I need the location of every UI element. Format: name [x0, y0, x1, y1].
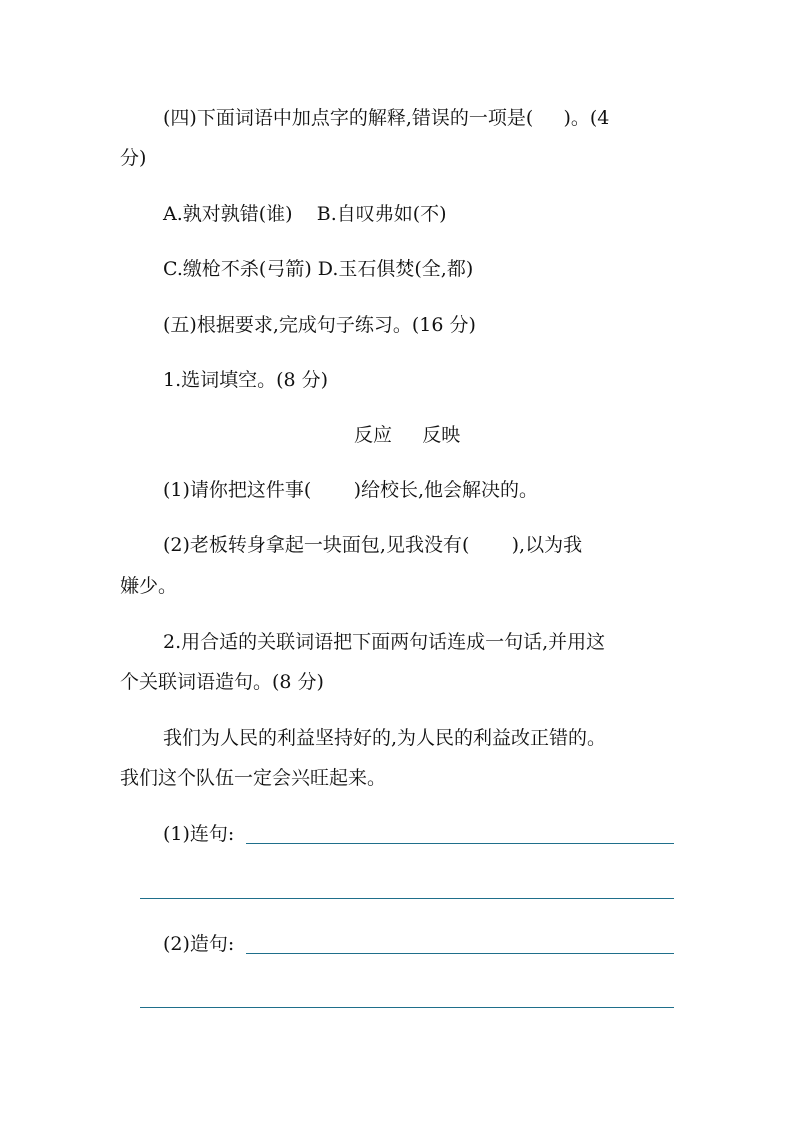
- answer2-label: (2)造句:: [163, 933, 235, 955]
- answer1-line-2[interactable]: [140, 898, 674, 899]
- sentence-2-line2: 嫌少。: [120, 575, 178, 597]
- q4-title-line1: (四)下面词语中加点字的解释,错误的一项是( )。(4: [163, 107, 610, 129]
- q5-sub2-line2: 个关联词语造句。(8 分): [120, 671, 324, 693]
- word-choices: 反应 反映: [354, 424, 461, 446]
- q5-title: (五)根据要求,完成句子练习。(16 分): [163, 314, 476, 336]
- answer2-line-2[interactable]: [140, 1007, 674, 1008]
- answer1-label: (1)连句:: [163, 823, 235, 845]
- answer2-line-1[interactable]: [246, 953, 674, 954]
- q4-options-row1: A.孰对孰错(谁) B.自叹弗如(不): [163, 203, 447, 225]
- sentence-1: (1)请你把这件事( )给校长,他会解决的。: [163, 479, 539, 501]
- sentence-2-line1: (2)老板转身拿起一块面包,见我没有( ),以为我: [163, 534, 583, 556]
- q4-options-row2: C.缴枪不杀(弓箭) D.玉石俱焚(全,都): [163, 258, 474, 280]
- answer1-line-1[interactable]: [246, 843, 674, 844]
- q5-sub2-line1: 2.用合适的关联词语把下面两句话连成一句话,并用这: [163, 631, 606, 653]
- passage-line1: 我们为人民的利益坚持好的,为人民的利益改正错的。: [163, 727, 607, 749]
- passage-line2: 我们这个队伍一定会兴旺起来。: [120, 767, 387, 789]
- q4-title-line2: 分): [120, 147, 147, 169]
- q5-sub1-title: 1.选词填空。(8 分): [163, 369, 329, 391]
